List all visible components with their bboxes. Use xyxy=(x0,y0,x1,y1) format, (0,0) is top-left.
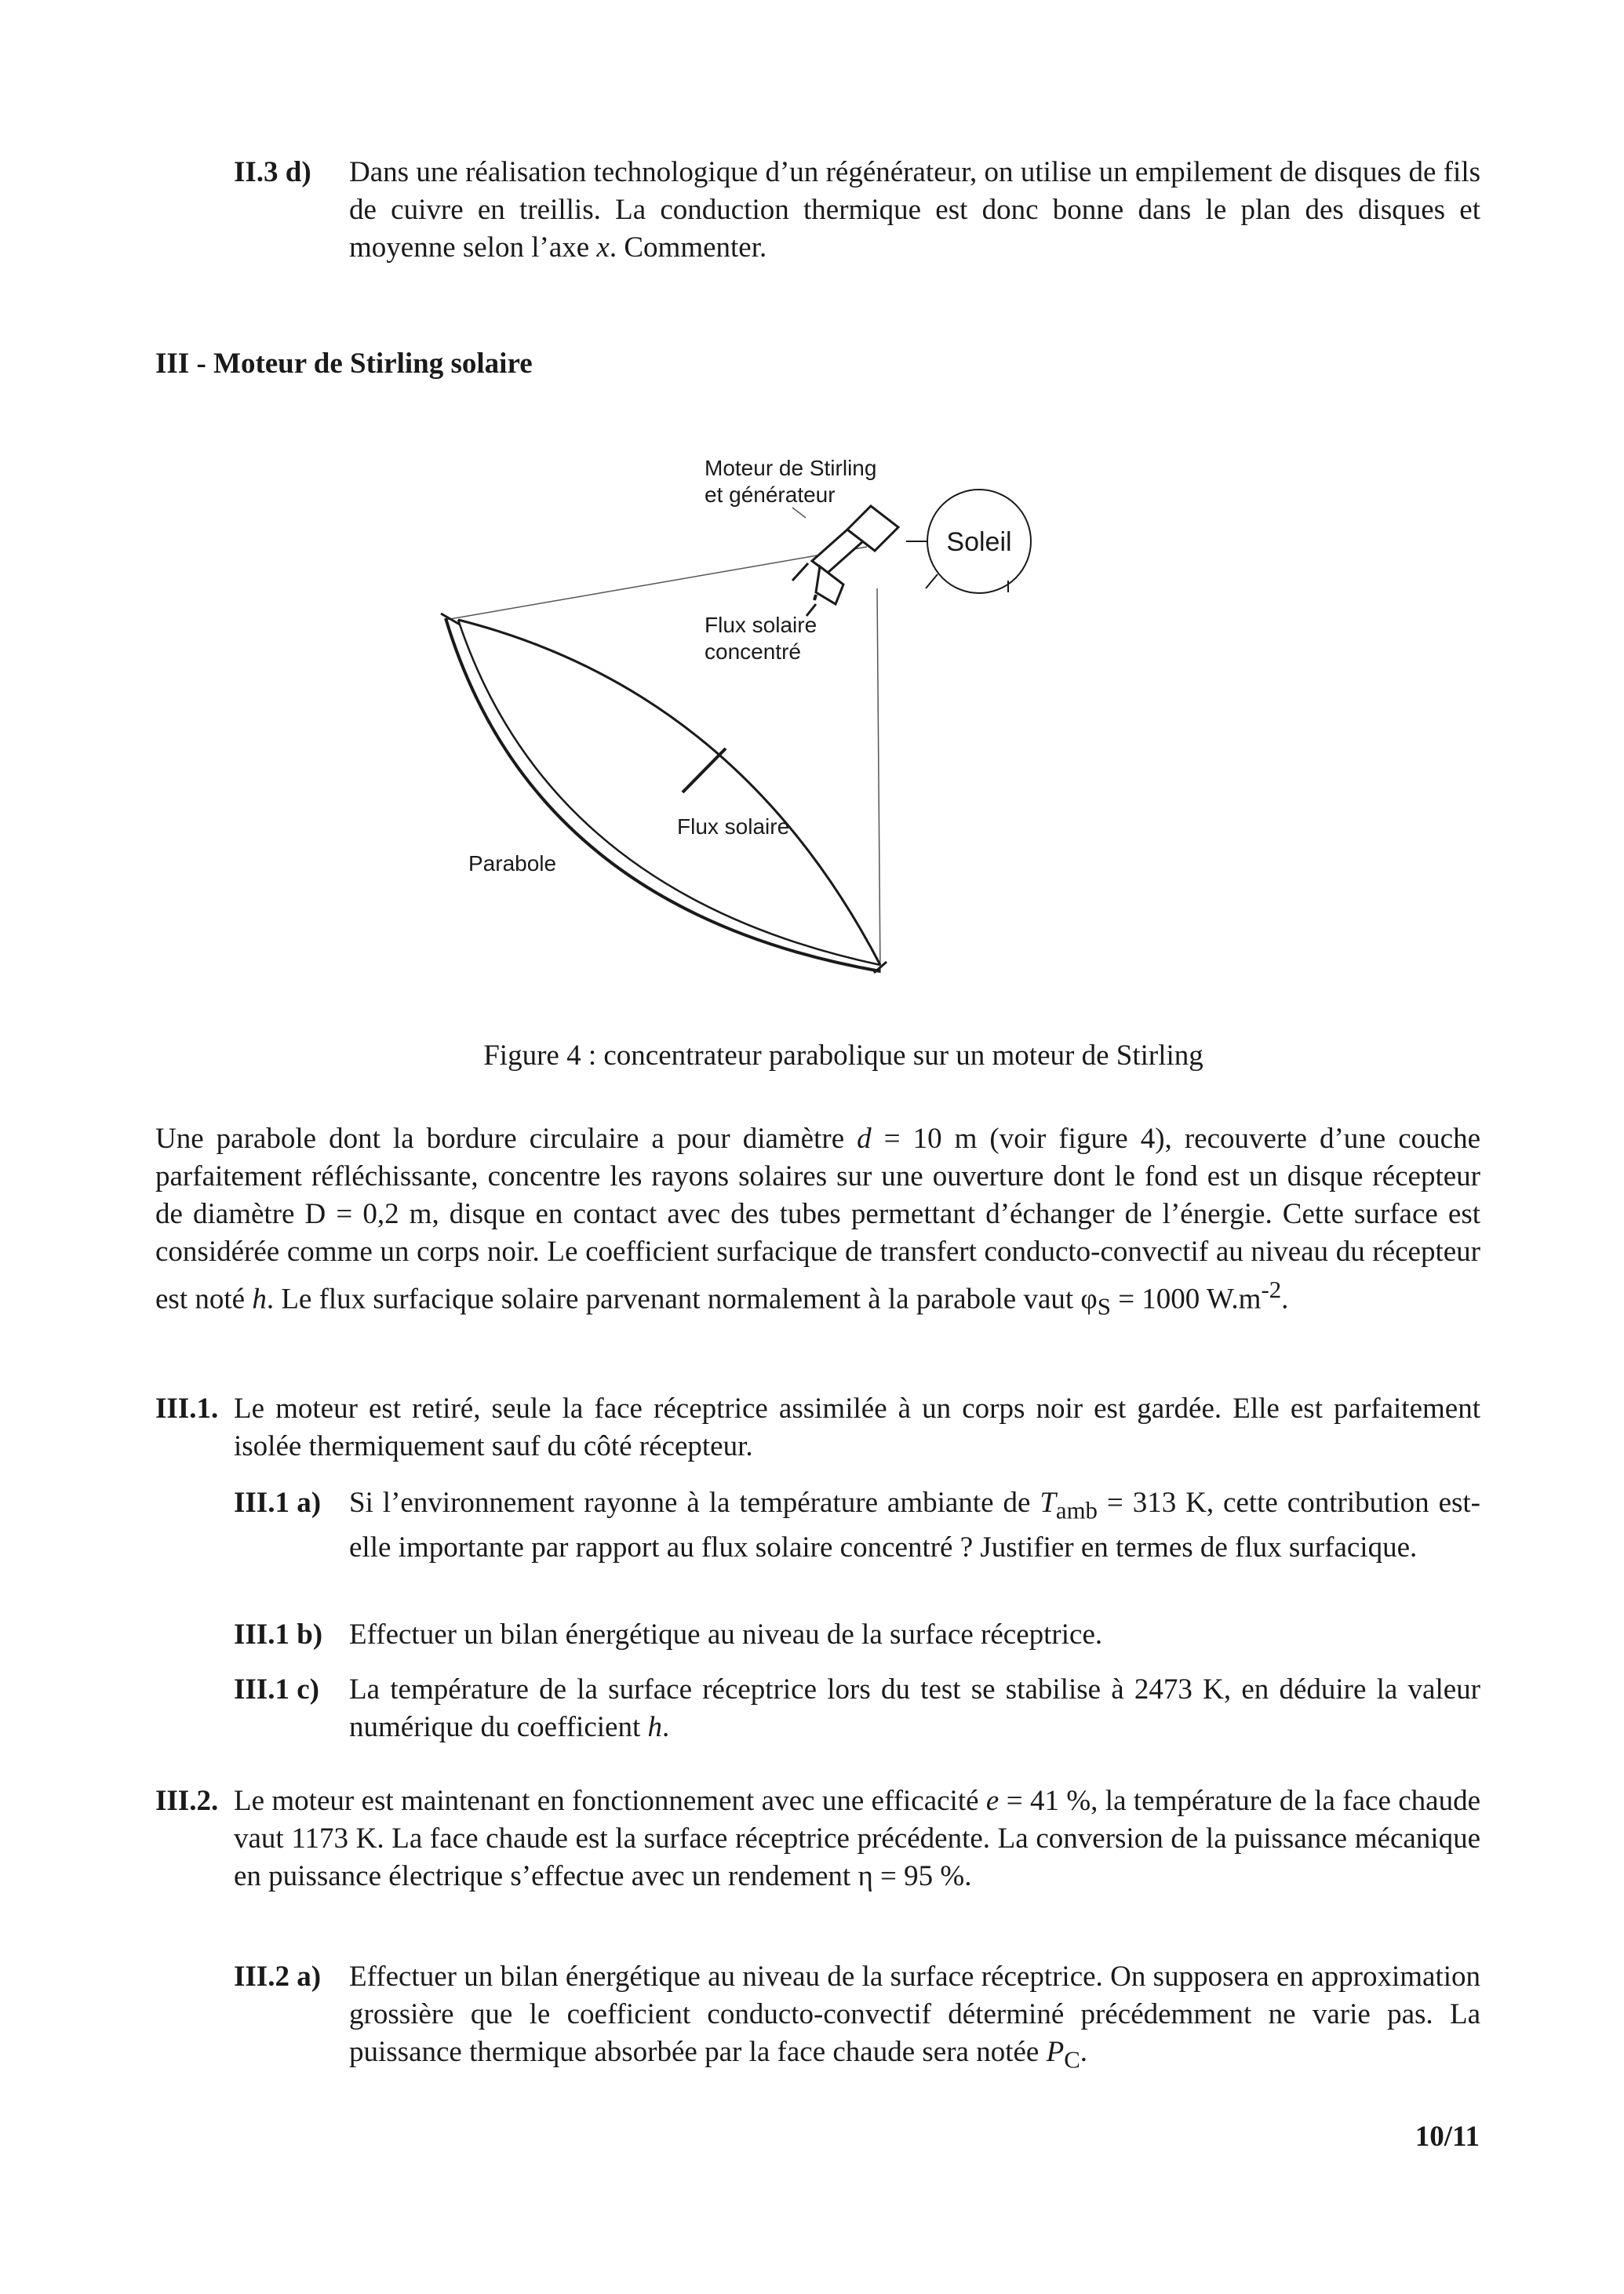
concentrated-flux-label-line2: concentré xyxy=(705,639,801,664)
question-label-ii3d: II.3 d) xyxy=(234,156,311,188)
figure-drawing xyxy=(424,424,1098,1004)
question-label-iii1c: III.1 c) xyxy=(234,1673,319,1706)
leader-engine xyxy=(792,508,806,518)
sun-icon xyxy=(906,490,1031,593)
question-text-iii1b: Effectuer un bilan énergétique au niveau de la surface réceptrice. xyxy=(349,1619,1103,1651)
engine-label-line2: et générateur xyxy=(705,482,836,507)
parabola-dish-outer xyxy=(446,618,880,971)
sun-label: Soleil xyxy=(946,527,1012,557)
dish-aperture-curve xyxy=(458,620,880,965)
question-label-iii1a: III.1 a) xyxy=(234,1487,322,1519)
concentrated-flux-label-line1: Flux solaire xyxy=(705,613,817,637)
stirling-engine-icon xyxy=(792,506,898,616)
section-title: III - Moteur de Stirling solaire xyxy=(155,348,533,380)
ray-line-top xyxy=(446,547,867,620)
engine-label-line1: Moteur de Stirling xyxy=(705,456,877,480)
dish-rim-left xyxy=(441,614,460,624)
question-text-iii1: Le moteur est retiré, seule la face réceptrice assimilée à un corps noir est gardée. Elle est parfaitement isolée thermiquement sauf du côté récepteur. xyxy=(234,1393,1480,1462)
page-number: 10/11 xyxy=(1415,2121,1480,2153)
question-label-iii2: III.2. xyxy=(155,1785,219,1817)
question-text-ii3d: Dans une réalisation technologique d’un régénérateur, on utilise un empilement de disques de fils de cuivre en treillis. La conduction thermique est donc bonne dans le plan des disques et moyenne selon l’axe x. Commenter. xyxy=(349,156,1480,264)
question-text-iii2a: Effectuer un bilan énergétique au niveau de la surface réceptrice. On supposera en approximation grossière que le coefficient conducto-convectif déterminé précédemment ne varie pas. La puissance thermique absorbée par la face chaude sera notée $P_C$. xyxy=(349,1961,1480,2074)
parabola-dish-inner xyxy=(458,620,880,965)
question-text-iii2: Le moteur est maintenant en fonctionnement avec une efficacité e = 41 %, la température de la face chaude vaut 1173 K. La face chaude est la surface réceptrice précédente. La conversion de la puissance mécanique en puissance électrique s’effectue avec un rendement η = 95 %. xyxy=(234,1785,1481,1892)
question-label-iii1: III.1. xyxy=(155,1393,219,1425)
concentrated-flux-arrow xyxy=(814,595,816,600)
solar-flux-label: Flux solaire xyxy=(677,814,790,839)
solar-flux-arrow xyxy=(683,748,726,792)
figure-caption: Figure 4 : concentrateur parabolique sur un moteur de Stirling xyxy=(483,1040,1203,1072)
question-text-iii1c: La température de la surface réceptrice lors du test se stabilise à 2473 K, en déduire la valeur numérique du coefficient h. xyxy=(349,1673,1480,1743)
question-text-iii1a: Si l’environnement rayonne à la température ambiante de $T_{amb} = 313$ K, cette contribution est-elle importante par rapport au flux solaire concentré ? Justifier en termes de flux surfacique. xyxy=(349,1487,1480,1564)
question-label-iii1b: III.1 b) xyxy=(234,1619,323,1651)
intro-paragraph: Une parabole dont la bordure circulaire a pour diamètre d = 10 m (voir figure 4), recouverte d’une couche parfaitement réfléchissante, concentre les rayons solaires sur une ouverture dont le fond est un disque récepteur de diamètre D = 0,2 m, disque en contact avec des tubes permettant d’échanger de l’énergie. Cette surface est considérée comme un corps noir. Le coefficient surfacique de transfert conducto-convectif au niveau du récepteur est noté h. Le flux surfacique solaire parvenant normalement à la parabole vaut $\varphi_S = 1000$ $W.m^{-2}$. xyxy=(155,1123,1481,1320)
figure-stirling-concentrator xyxy=(424,424,1098,1004)
ray-line-right xyxy=(877,588,880,973)
question-label-iii2a: III.2 a) xyxy=(234,1961,322,1993)
parabola-label: Parabole xyxy=(468,851,557,876)
